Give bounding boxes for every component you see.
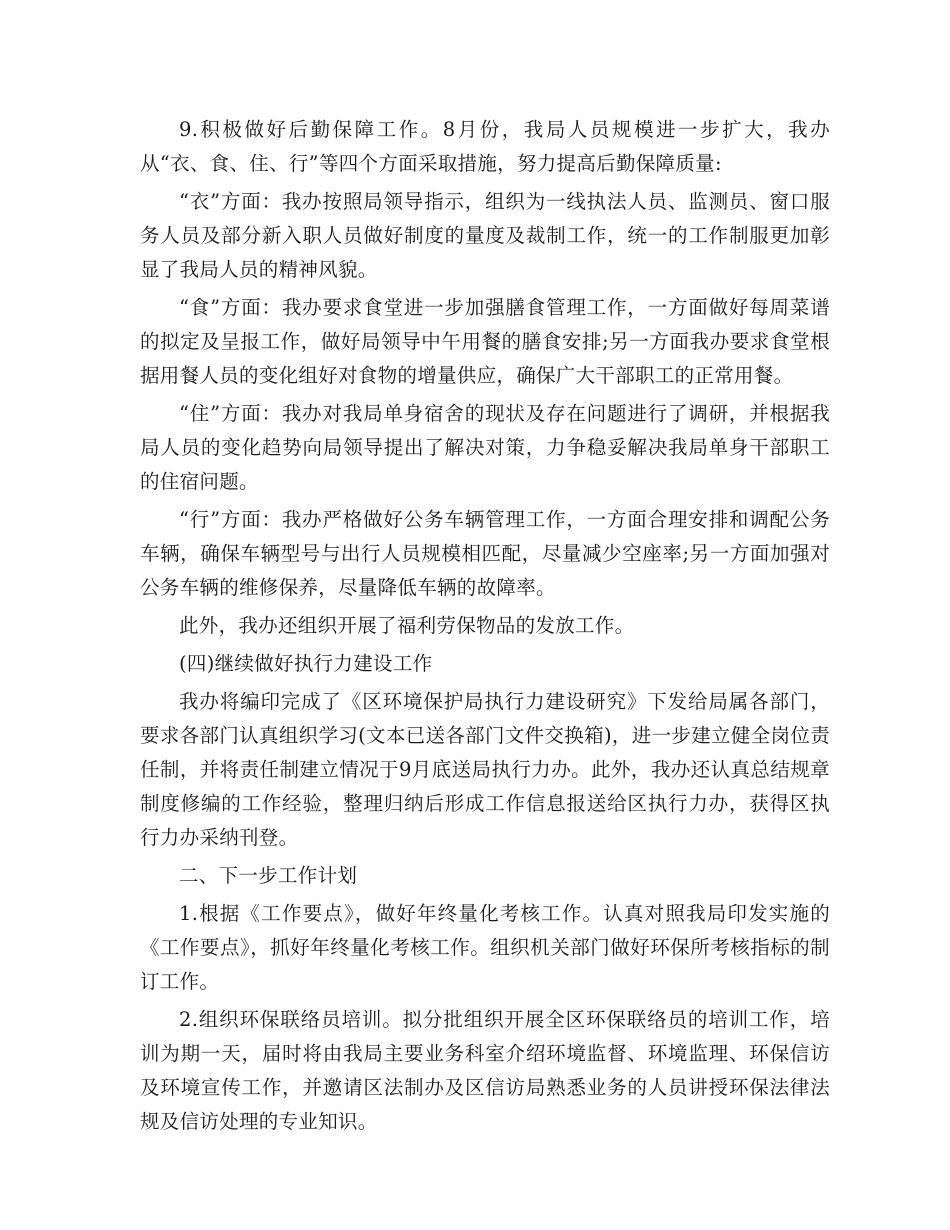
paragraph-clothing: “衣”方面：我办按照局领导指示，组织为一线执法人员、监测员、窗口服务人员及部分新入职人员做好制度的量度及裁制工作，统一的工作制服更加彰显了我局人员的精神风貌。 [140,190,830,281]
paragraph-welfare: 此外，我办还组织开展了福利劳保物品的发放工作。 [179,614,635,637]
paragraph-food: “食”方面：我办要求食堂进一步加强膳食管理工作，一方面做好每周菜谱的拟定及呈报工作，做好局领导中午用餐的膳食安排;另一方面我办要求食堂根据用餐人员的变化组好对食物的增量供应，确保广大干部职工的正常用餐。 [140,296,830,387]
paragraph-plan-1: 1.根据《工作要点》，做好年终量化考核工作。认真对照我局印发实施的《工作要点》，抓好年终量化考核工作。组织机关部门做好环保所考核指标的制订工作。 [140,902,830,993]
paragraph-execution: 我办将编印完成了《区环境保护局执行力建设研究》下发给局属各部门，要求各部门认真组织学习(文本已送各部门文件交换箱)，进一步建立健全岗位责任制，并将责任制建立情况于9月底送局执行力办。此外，我办还认真总结规章制度修编的工作经验，整理归纳后形成工作信息报送给区执行力办，获得区执行力办采纳刊登。 [140,690,830,849]
section-heading-execution: (四)继续做好执行力建设工作 [179,652,433,675]
paragraph-logistics: 9.积极做好后勤保障工作。8月份，我局人员规模进一步扩大，我办从“衣、食、住、行”等四个方面采取措施，努力提高后勤保障质量: [140,118,830,175]
document-body [140,113,830,1139]
paragraph-transport: “行”方面：我办严格做好公务车辆管理工作，一方面合理安排和调配公务车辆，确保车辆型号与出行人员规模相匹配，尽量减少空座率;另一方面加强对公务车辆的维修保养，尽量降低车辆的故障率。 [140,508,830,599]
paragraph-housing: “住”方面：我办对我局单身宿舍的现状及存在问题进行了调研，并根据我局人员的变化趋势向局领导提出了解决对策，力争稳妥解决我局单身干部职工的住宿问题。 [140,402,830,493]
section-heading-next-plan: 二、下一步工作计划 [179,864,358,887]
paragraph-plan-2: 2.组织环保联络员培训。拟分批组织开展全区环保联络员的培训工作，培训为期一天，届时将由我局主要业务科室介绍环境监督、环境监理、环保信访及环境宣传工作，并邀请区法制办及区信访局熟悉业务的人员讲授环保法律法规及信访处理的专业知识。 [140,1008,830,1133]
